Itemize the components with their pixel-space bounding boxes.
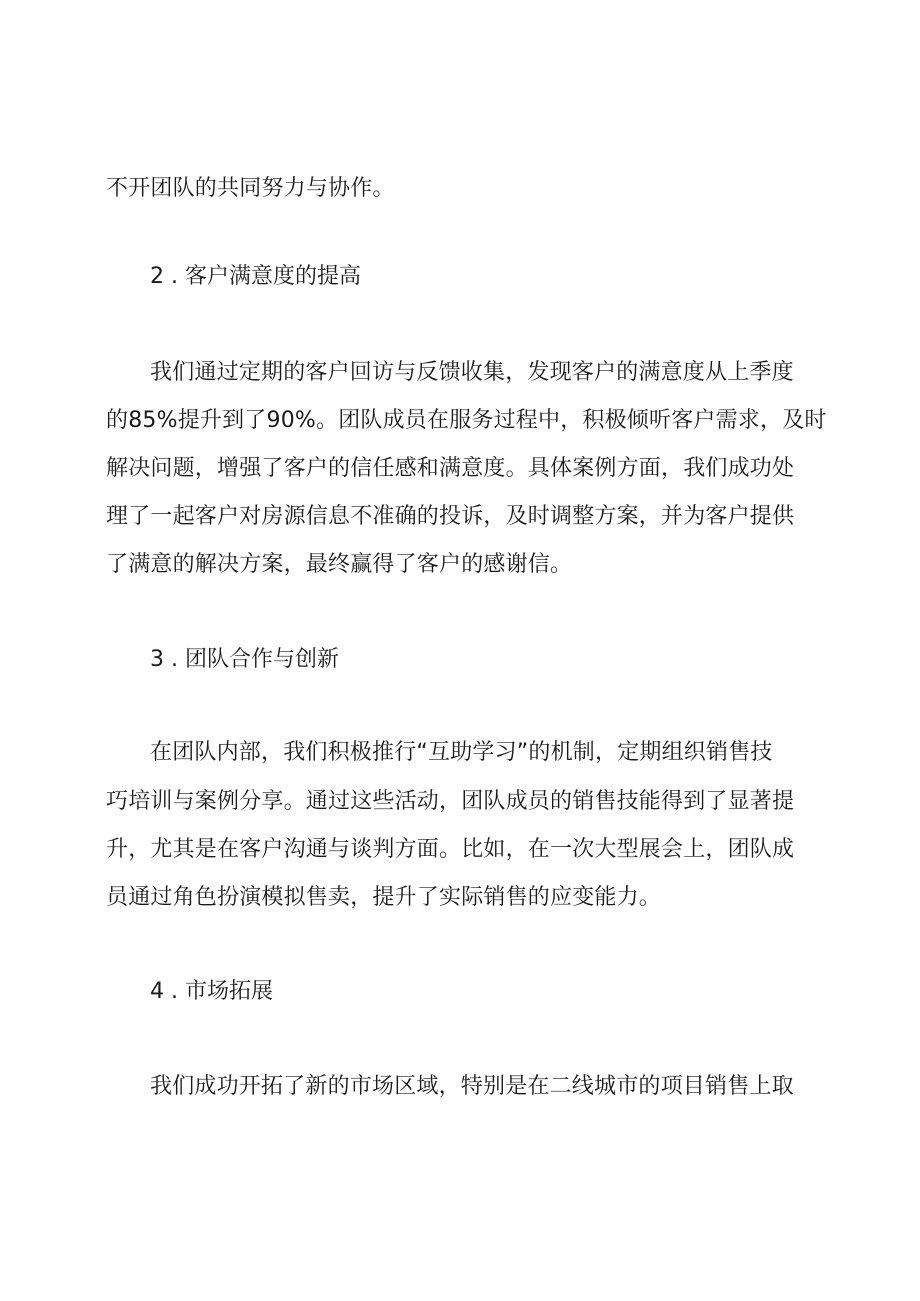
paragraph-line: 解决问题，增强了客户的信任感和满意度。具体案例方面，我们成功处 xyxy=(106,456,795,481)
paragraph-line: 不开团队的共同努力与协作。 xyxy=(106,176,395,201)
section-heading-4: 4 . 市场拓展 xyxy=(150,979,273,1004)
paragraph-line: 的85%提升到了90%。团队成员在服务过程中，积极倾听客户需求，及时 xyxy=(106,408,827,433)
paragraph-line: 在团队内部，我们积极推行“互助学习”的机制，定期组织销售技 xyxy=(150,740,773,765)
paragraph-line: 我们成功开拓了新的市场区域，特别是在二线城市的项目销售上取 xyxy=(150,1074,794,1099)
paragraph-line: 员通过角色扮演模拟售卖，提升了实际销售的应变能力。 xyxy=(106,885,662,910)
paragraph-line: 我们通过定期的客户回访与反馈收集，发现客户的满意度从上季度 xyxy=(150,360,794,385)
paragraph-line: 了满意的解决方案，最终赢得了客户的感谢信。 xyxy=(106,552,573,577)
paragraph-line: 巧培训与案例分享。通过这些活动，团队成员的销售技能得到了显著提 xyxy=(106,789,795,814)
paragraph-line: 升，尤其是在客户沟通与谈判方面。比如，在一次大型展会上，团队成 xyxy=(106,837,795,862)
section-heading-2: 2 . 客户满意度的提高 xyxy=(150,264,361,289)
paragraph-line: 理了一起客户对房源信息不准确的投诉，及时调整方案，并为客户提供 xyxy=(106,504,795,529)
section-heading-3: 3 . 团队合作与创新 xyxy=(150,647,339,672)
